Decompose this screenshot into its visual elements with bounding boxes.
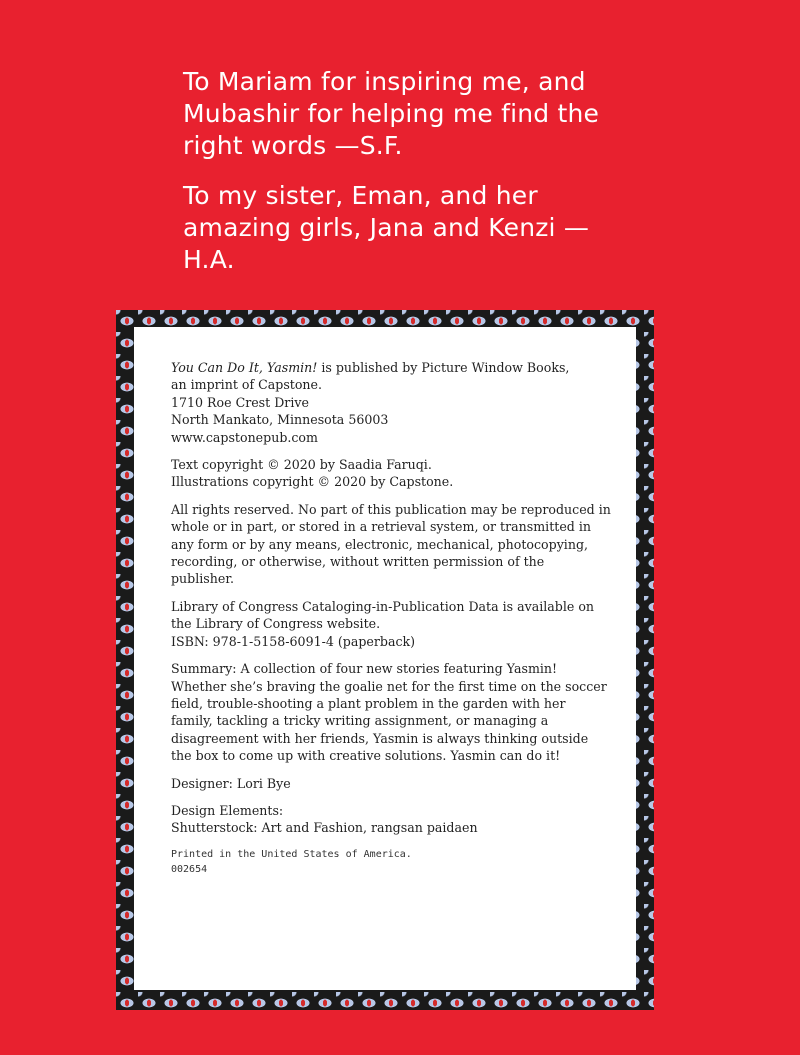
loc-line-2: the Library of Congress website.	[171, 616, 381, 632]
text-copyright: Text copyright © 2020 by Saadia Faruqi.	[171, 457, 432, 473]
illustrations-copyright: Illustrations copyright © 2020 by Capstone.	[171, 474, 454, 490]
dedication-illustrator: To my sister, Eman, and her amazing girls, Jana and Kenzi —H.A.	[183, 181, 590, 274]
website: www.capstonepub.com	[171, 429, 318, 445]
copyright-notices	[171, 456, 611, 491]
address-line-1: 1710 Roe Crest Drive	[171, 394, 309, 410]
print-code: 002654	[171, 863, 208, 875]
loc-line-1: Library of Congress Cataloging-in-Publication Data is available on	[171, 598, 595, 614]
rights-reserved: All rights reserved. No part of this publication may be reproduced in whole or in part, or stored in a retrieval system, or transmitted in any form or by any means, electronic, mechanical, photocopying, recording, or otherwise, without written permission of the publisher.	[171, 501, 611, 587]
dedication	[183, 66, 623, 294]
isbn: ISBN: 978-1-5158-6091-4 (paperback)	[171, 633, 416, 649]
publisher-line: is published by Picture Window Books,	[317, 360, 570, 375]
summary: Summary: A collection of four new stories featuring Yasmin! Whether she’s braving the goalie net for the first time on the soccer field, trouble-shooting a plant problem in the garden with her family, tackling a tricky writing assignment, or managing a disagreement with her friends, Yasmin is always thinking outside the box to come up with creative solutions. Yasmin can do it!	[171, 661, 607, 764]
address-line-2: North Mankato, Minnesota 56003	[171, 412, 389, 428]
design-elements	[171, 802, 611, 837]
print-info	[171, 847, 611, 877]
book-title: You Can Do It, Yasmin!	[171, 360, 318, 375]
copyright-text	[171, 359, 611, 887]
publisher-block	[171, 359, 611, 446]
design-elements-label: Design Elements:	[171, 802, 284, 818]
cataloging-data	[171, 598, 611, 650]
decorative-border-frame	[116, 310, 654, 1010]
printed-in: Printed in the United States of America.	[171, 848, 412, 860]
dedication-author: To Mariam for inspiring me, and Mubashir for helping me find the right words —S.F.	[183, 67, 600, 160]
design-elements-credit: Shutterstock: Art and Fashion, rangsan paidaen	[171, 820, 478, 836]
designer: Designer: Lori Bye	[171, 775, 291, 791]
imprint: an imprint of Capstone.	[171, 377, 323, 393]
copyright-panel	[134, 327, 636, 990]
